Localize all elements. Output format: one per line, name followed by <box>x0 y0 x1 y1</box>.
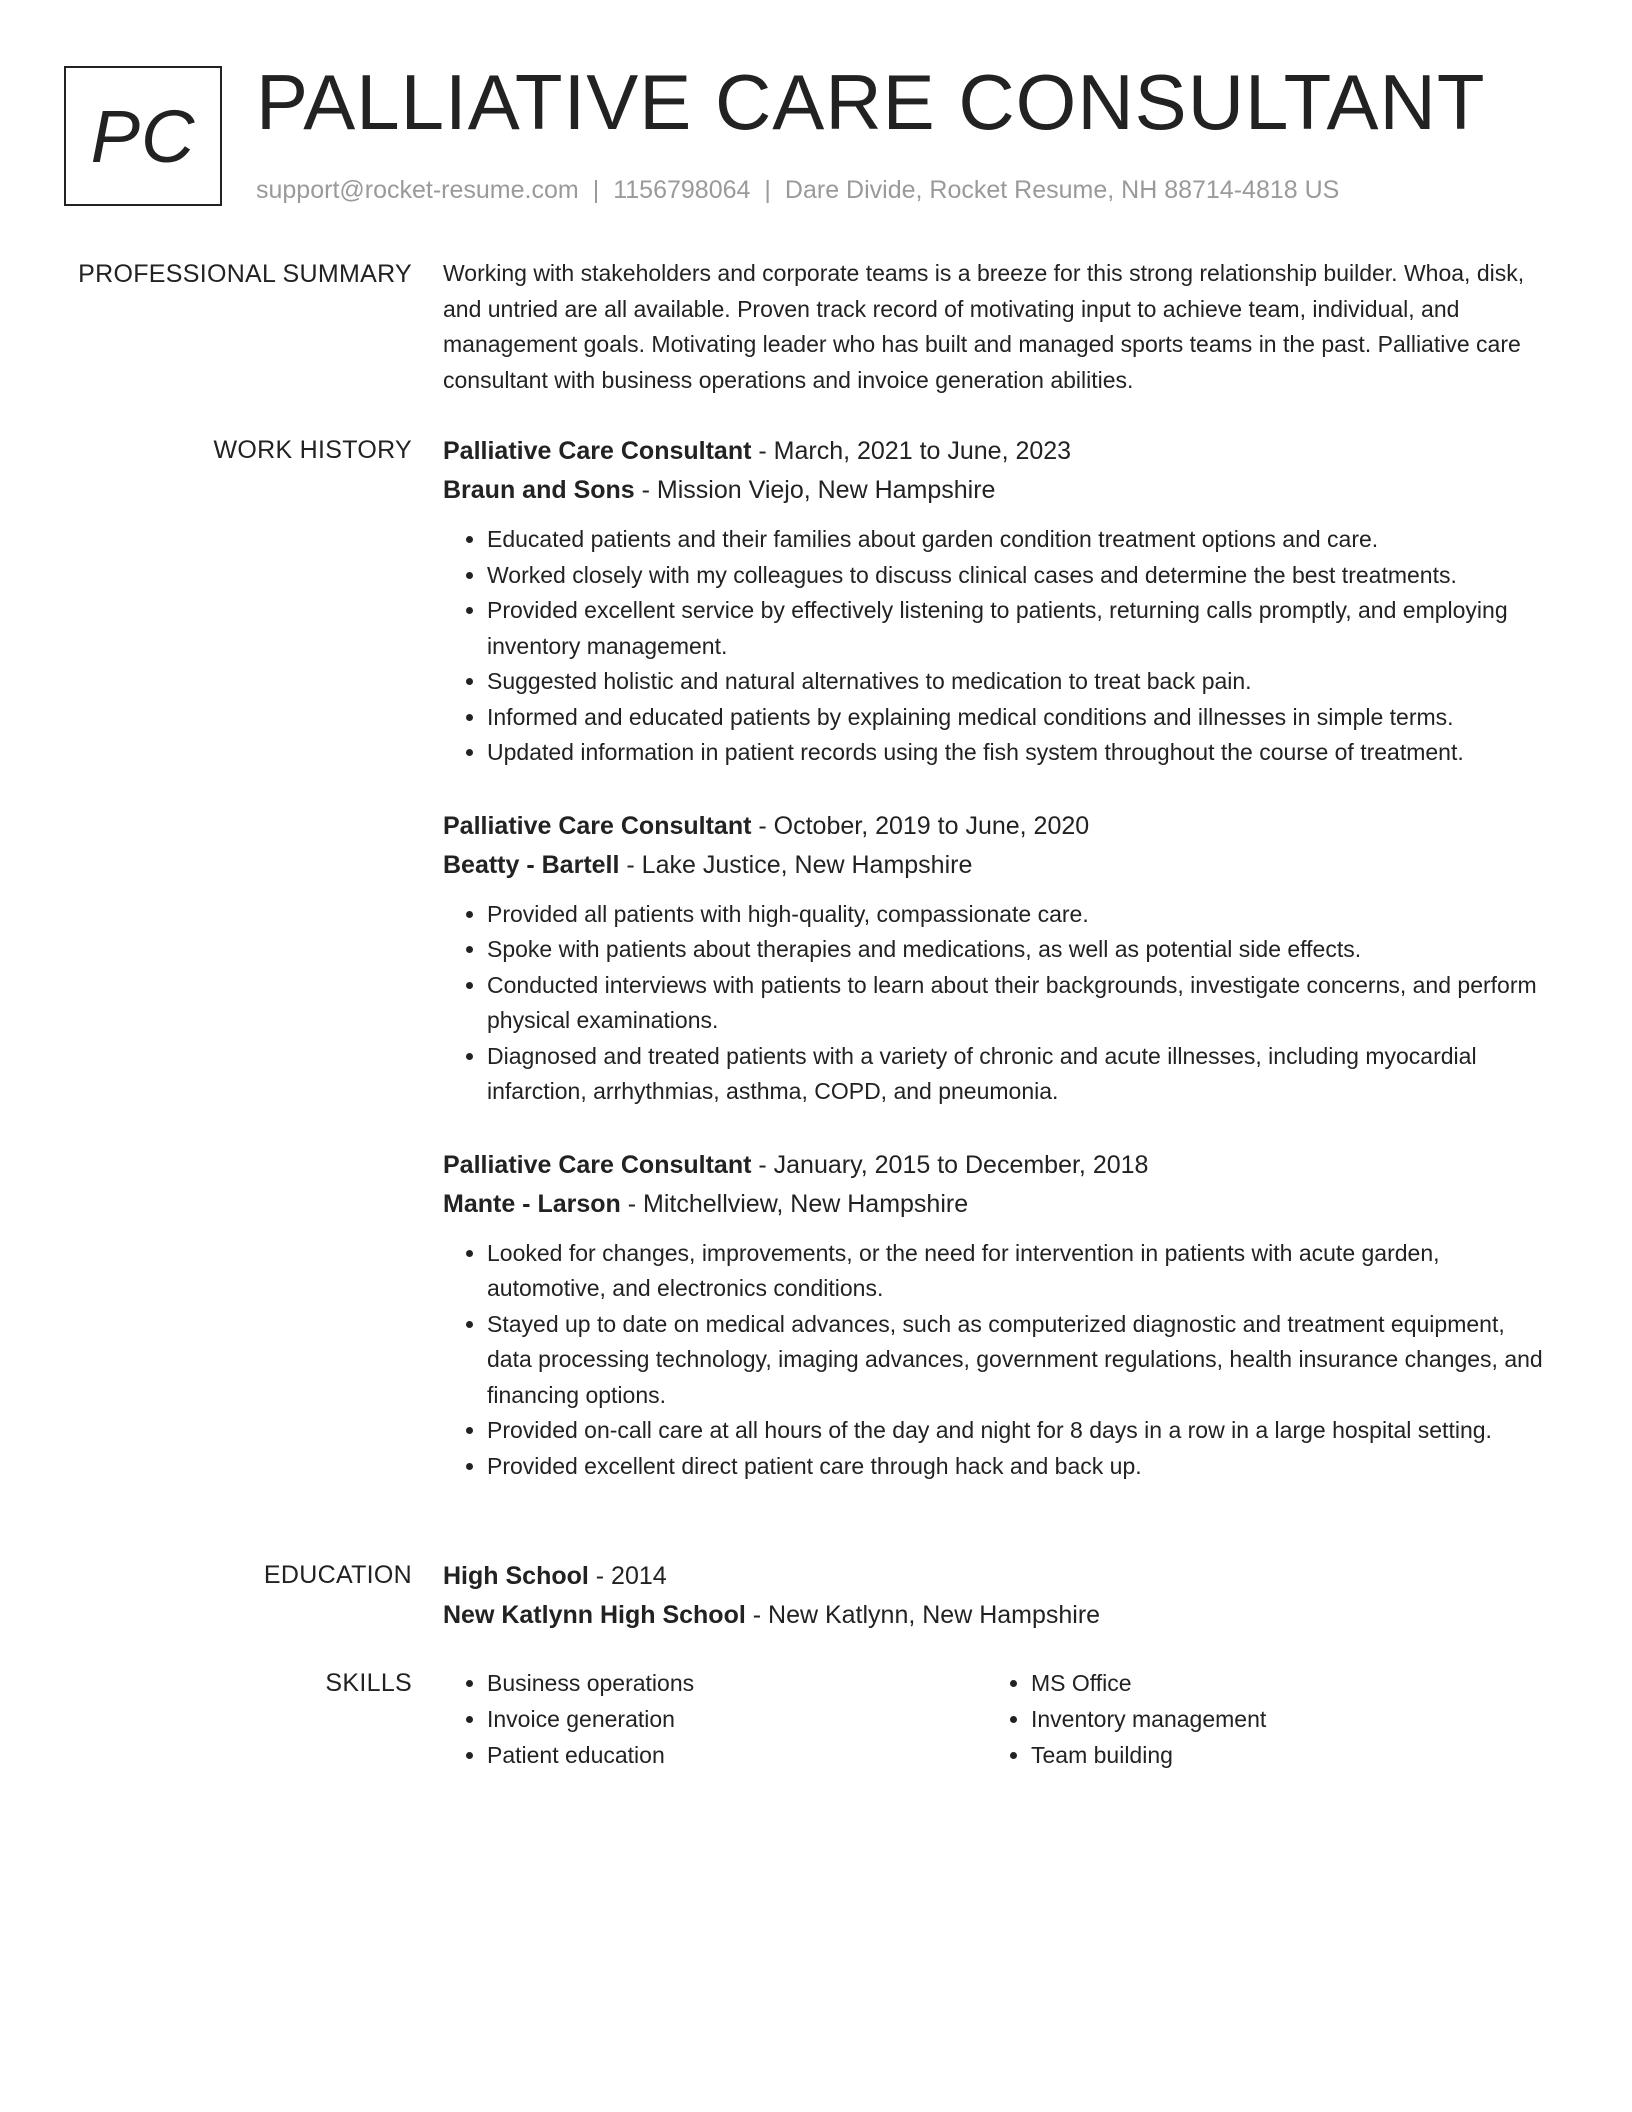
job-bullet: • Informed and educated patients by explaining medical conditions and illnesses in simple terms. <box>487 700 1551 736</box>
job-bullet: • Conducted interviews with patients to learn about their backgrounds, investigate concerns, and perform physical examinations. <box>487 968 1551 1039</box>
job-bullets <box>443 522 1551 771</box>
skill-item: • Team building <box>1031 1737 1531 1773</box>
job-dates: - January, 2015 to December, 2018 <box>751 1150 1149 1179</box>
education-school-line <box>443 1596 1551 1635</box>
job-title: Palliative Care Consultant <box>443 1150 752 1179</box>
skills-body <box>443 1665 1551 1773</box>
education-body <box>443 1557 1551 1635</box>
job-entry <box>443 807 1551 1110</box>
job-bullet: • Spoke with patients about therapies and medications, as well as potential side effects. <box>487 932 1551 968</box>
skill-item: • Patient education <box>487 1737 987 1773</box>
section-heading-work-history: WORK HISTORY <box>213 436 412 464</box>
contact-separator: | <box>764 176 771 204</box>
monogram-logo: PC <box>64 66 222 206</box>
skill-item: • MS Office <box>1031 1665 1531 1701</box>
job-bullet: • Provided excellent direct patient care through hack and back up. <box>487 1449 1551 1485</box>
skills-list <box>443 1665 987 1773</box>
job-title: Palliative Care Consultant <box>443 811 752 840</box>
job-dates: - October, 2019 to June, 2020 <box>751 811 1090 840</box>
skill-item: • Invoice generation <box>487 1701 987 1737</box>
job-location: - Lake Justice, New Hampshire <box>619 850 973 879</box>
job-location: - Mission Viejo, New Hampshire <box>634 476 996 504</box>
job-bullet: • Diagnosed and treated patients with a variety of chronic and acute illnesses, including myocardial infarction, arrhythmias, asthma, COPD, and pneumonia. <box>487 1039 1551 1110</box>
job-bullet: • Looked for changes, improvements, or the need for intervention in patients with acute garden, automotive, and electronics conditions. <box>487 1236 1551 1307</box>
job-company: Mante - Larson <box>443 1189 621 1218</box>
job-company: Braun and Sons <box>443 476 635 504</box>
job-entry <box>443 432 1551 771</box>
education-degree: High School <box>443 1562 589 1590</box>
job-bullet: • Educated patients and their families about garden condition treatment options and care. <box>487 522 1551 558</box>
job-employer <box>443 846 1551 885</box>
job-header <box>443 432 1551 471</box>
job-bullet: • Provided excellent service by effectively listening to patients, returning calls promptly, and employing inventory management. <box>487 593 1551 664</box>
job-bullet: • Stayed up to date on medical advances, such as computerized diagnostic and treatment equipment, data processing technology, imaging advances, government regulations, health insurance changes, and financing options. <box>487 1307 1551 1414</box>
section-heading-education: EDUCATION <box>263 1561 412 1589</box>
skill-item: • Inventory management <box>1031 1701 1531 1737</box>
page-title: PALLIATIVE CARE CONSULTANT <box>256 58 1486 146</box>
summary-body <box>443 256 1551 398</box>
job-entry <box>443 1146 1551 1485</box>
job-bullets <box>443 1236 1551 1485</box>
job-title: Palliative Care Consultant <box>443 437 752 465</box>
job-bullets <box>443 897 1551 1110</box>
education-year: - 2014 <box>588 1562 667 1590</box>
job-employer <box>443 471 1551 510</box>
skills-grid <box>443 1665 1551 1773</box>
contact-line <box>256 172 1339 208</box>
job-bullet: • Provided on-call care at all hours of the day and night for 8 days in a row in a large hospital setting. <box>487 1413 1551 1449</box>
job-location: - Mitchellview, New Hampshire <box>620 1189 969 1218</box>
job-bullet: • Updated information in patient records using the fish system throughout the course of treatment. <box>487 735 1551 771</box>
summary-text: Working with stakeholders and corporate teams is a breeze for this strong relationship builder. Whoa, disk, and untried are all available. Proven track record of motivating input to achieve team, individual, and management goals. Motivating leader who has built and managed sports teams in the past. Palliative care consultant with business operations and invoice generation abilities. <box>443 260 1525 393</box>
education-school: New Katlynn High School <box>443 1601 746 1629</box>
work-history-body <box>443 432 1551 1520</box>
job-bullet: • Suggested holistic and natural alternatives to medication to treat back pain. <box>487 664 1551 700</box>
job-header <box>443 807 1551 846</box>
job-bullet: • Worked closely with my colleagues to discuss clinical cases and determine the best treatments. <box>487 558 1551 594</box>
education-location: - New Katlynn, New Hampshire <box>745 1601 1101 1629</box>
contact-address: Dare Divide, Rocket Resume, NH 88714-4818 US <box>784 176 1340 204</box>
section-heading-summary: PROFESSIONAL SUMMARY <box>78 260 412 288</box>
job-employer <box>443 1185 1551 1224</box>
contact-email: support@rocket-resume.com <box>256 176 579 204</box>
job-dates: - March, 2021 to June, 2023 <box>751 437 1072 465</box>
section-heading-skills: SKILLS <box>325 1669 412 1697</box>
job-bullet: • Provided all patients with high-quality, compassionate care. <box>487 897 1551 933</box>
skill-item: • Business operations <box>487 1665 987 1701</box>
contact-separator: | <box>592 176 600 204</box>
skills-column-left <box>443 1665 987 1773</box>
job-company: Beatty - Bartell <box>443 850 620 879</box>
education-header <box>443 1557 1551 1596</box>
skills-list <box>987 1665 1531 1773</box>
contact-phone: 1156798064 <box>613 176 751 204</box>
job-header <box>443 1146 1551 1185</box>
skills-column-right <box>987 1665 1531 1773</box>
